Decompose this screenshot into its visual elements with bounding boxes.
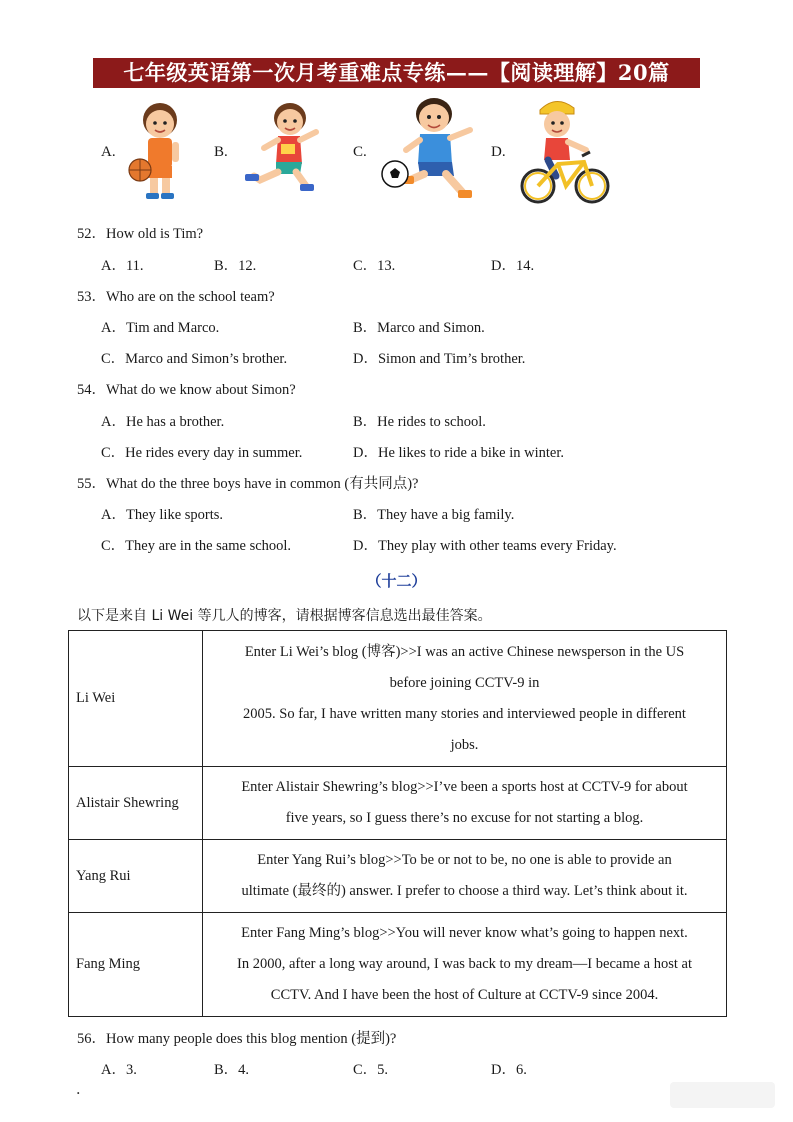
document-title: 七年级英语第一次月考重难点专练——【阅读理解】20篇 <box>93 58 700 88</box>
question-52-option-a: A．11. <box>101 258 144 274</box>
section-intro: 以下是来自 Li Wei 等几人的博客，请根据博客信息选出最佳答案。 <box>77 608 492 624</box>
question-54-option-b: B．He rides to school. <box>353 414 486 430</box>
blog-line: In 2000, after a long way around, I was back to my dream—I became a host at <box>237 956 692 972</box>
picture-option-c-label: C. <box>353 144 367 160</box>
table-row <box>69 840 727 913</box>
table-row <box>69 913 727 1017</box>
boy-cycling-icon <box>520 94 612 206</box>
question-52-option-b: B．12. <box>214 258 257 274</box>
section-label: （十二） <box>366 574 427 590</box>
question-53-option-c: C．Marco and Simon’s brother. <box>101 351 288 367</box>
question-56-option-d: D．6. <box>491 1062 527 1078</box>
blog-line: jobs. <box>450 736 479 753</box>
question-54-option-a: A．He has a brother. <box>101 414 225 430</box>
question-56-option-a: A．3. <box>101 1062 137 1078</box>
question-55-option-d: D．They play with other teams every Friday. <box>353 538 617 554</box>
table-row <box>69 631 727 767</box>
question-55-option-c: C．They are in the same school. <box>101 538 292 554</box>
blog-author-name: Li Wei <box>69 631 203 767</box>
boy-basketball-icon <box>126 98 194 202</box>
question-55-stem: 55．What do the three boys have in common (有共同点)? <box>77 476 419 492</box>
blog-line: Enter Li Wei’s blog (博客)>>I was an active Chinese newsperson in the US <box>244 643 685 660</box>
question-55-option-b: B．They have a big family. <box>353 507 515 523</box>
blog-line: Enter Fang Ming’s blog>>You will never know what’s going to happen next. <box>241 925 688 941</box>
question-53-option-b: B．Marco and Simon. <box>353 320 485 336</box>
question-53-option-a: A．Tim and Marco. <box>101 320 220 336</box>
question-56-stem: 56．How many people does this blog mention (提到)? <box>77 1031 397 1047</box>
question-52-stem: 52．How old is Tim? <box>77 226 204 242</box>
question-56-option-b: B．4. <box>214 1062 250 1078</box>
picture-option-a-label: A. <box>101 144 116 160</box>
question-54-stem: 54．What do we know about Simon? <box>77 382 296 398</box>
blog-line: Enter Yang Rui’s blog>>To be or not to be, no one is able to provide an <box>257 852 672 868</box>
blog-author-name: Alistair Shewring <box>69 767 203 840</box>
blog-line: CCTV. And I have been the host of Culture at CCTV-9 since 2004. <box>270 987 659 1003</box>
blog-author-name: Yang Rui <box>69 840 203 913</box>
blog-line: five years, so I guess there’s no excuse for not starting a blog. <box>285 810 644 826</box>
blog-entry-text <box>203 767 727 840</box>
question-52-option-c: C．13. <box>353 258 396 274</box>
question-53-option-d: D．Simon and Tim’s brother. <box>353 351 526 367</box>
blog-line: before joining CCTV-9 in <box>389 674 540 691</box>
boy-running-icon <box>240 98 330 194</box>
trailing-mark: ． <box>76 1082 91 1098</box>
question-54-option-d: D．He likes to ride a bike in winter. <box>353 445 565 461</box>
blog-line: 2005. So far, I have written many stories and interviewed people in different <box>243 705 686 722</box>
question-55-option-a: A．They like sports. <box>101 507 224 523</box>
watermark <box>670 1082 775 1108</box>
picture-option-b-label: B. <box>214 144 228 160</box>
blog-entry-text <box>203 631 727 767</box>
blog-author-name: Fang Ming <box>69 913 203 1017</box>
boy-soccer-icon <box>378 94 482 206</box>
blog-line: ultimate (最终的) answer. I prefer to choose a third way. Let’s think about it. <box>241 883 688 899</box>
blog-entry-text <box>203 913 727 1017</box>
question-52-option-d: D．14. <box>491 258 535 274</box>
table-row <box>69 767 727 840</box>
blog-line: Enter Alistair Shewring’s blog>>I’ve been a sports host at CCTV-9 for about <box>241 779 688 795</box>
picture-option-d-label: D. <box>491 144 506 160</box>
question-56-option-c: C．5. <box>353 1062 389 1078</box>
question-53-stem: 53．Who are on the school team? <box>77 289 275 305</box>
question-54-option-c: C．He rides every day in summer. <box>101 445 303 461</box>
blog-entry-text <box>203 840 727 913</box>
blog-table <box>68 630 727 1017</box>
